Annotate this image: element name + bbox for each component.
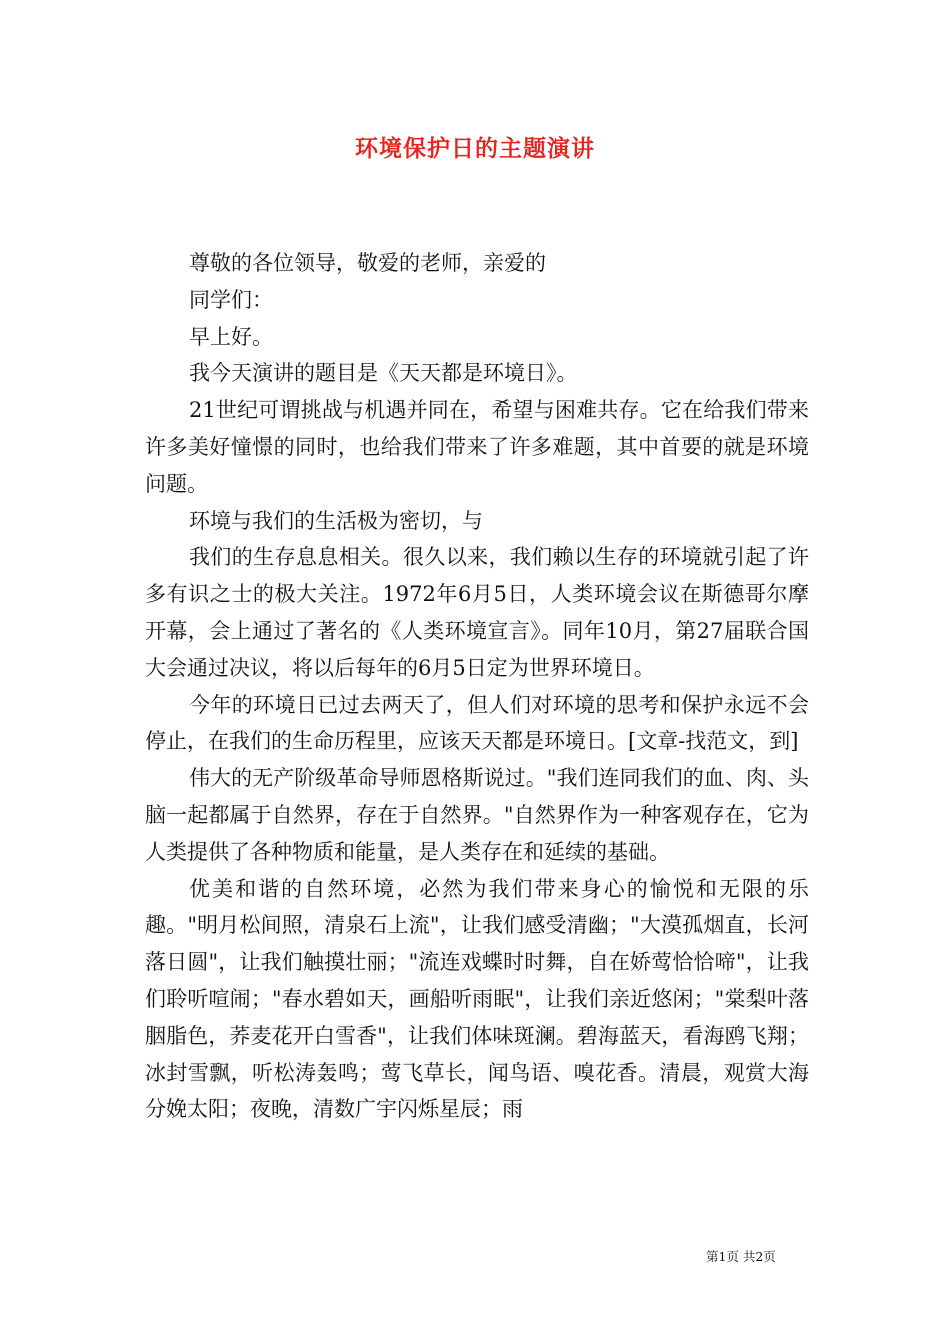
paragraph-topic: 我今天演讲的题目是《天天都是环境日》。 bbox=[189, 361, 578, 386]
paragraph-environment-life: 环境与我们的生活极为密切，与 bbox=[189, 508, 483, 533]
document-title: 环境保护日的主题演讲 bbox=[355, 135, 595, 162]
paragraph-environment-day: 今年的环境日已过去两天了，但人们对环境的思考和保护永远不会停止，在我们的生命历程里，应该天天都是环境日。[文章-找范文，到] bbox=[145, 692, 809, 754]
paragraph-history: 我们的生存息息相关。很久以来，我们赖以生存的环境就引起了许多有识之士的极大关注。1972年6月5日，人类环境会议在斯德哥尔摩开幕，会上通过了著名的《人类环境宣言》。同年10月，第27届联合国大会通过决议，将以后每年的6月5日定为世界环境日。 bbox=[145, 545, 809, 680]
paragraph-engels-quote: 伟大的无产阶级革命导师恩格斯说过。"我们连同我们的血、肉、头脑一起都属于自然界，存在于自然界。"自然界作为一种客观存在，它为人类提供了各种物质和能量，是人类存在和延续的基础。 bbox=[145, 766, 809, 864]
document-body bbox=[145, 245, 809, 1128]
page-number-footer: 第1页 共2页 bbox=[706, 1249, 776, 1264]
paragraph-salutation: 尊敬的各位领导，敬爱的老师，亲爱的 bbox=[189, 251, 546, 275]
paragraph-greeting: 早上好。 bbox=[189, 324, 273, 349]
paragraph-salutation-cont: 同学们： bbox=[189, 287, 273, 312]
paragraph-21st-century: 21世纪可谓挑战与机遇并同在，希望与困难共存。它在给我们带来许多美好憧憬的同时，也给我们带来了许多难题，其中首要的就是环境问题。 bbox=[145, 398, 809, 496]
paragraph-natural-beauty: 优美和谐的自然环境，必然为我们带来身心的愉悦和无限的乐趣。"明月松间照，清泉石上流"，让我们感受清幽；"大漠孤烟直，长河落日圆"，让我们触摸壮丽；"流连戏蝶时时舞，自在娇莺恰恰啼"，让我们聆听喧闹；"春水碧如天，画船听雨眠"，让我们亲近悠闲；"棠梨叶落胭脂色，荞麦花开白雪香"，让我们体味斑澜。碧海蓝天，看海鸥飞翔；冰封雪飘，听松涛轰鸣；莺飞草长，闻鸟语、嗅花香。清晨，观赏大海分娩太阳；夜晚，清数广宇闪烁星辰；雨 bbox=[145, 876, 809, 1122]
